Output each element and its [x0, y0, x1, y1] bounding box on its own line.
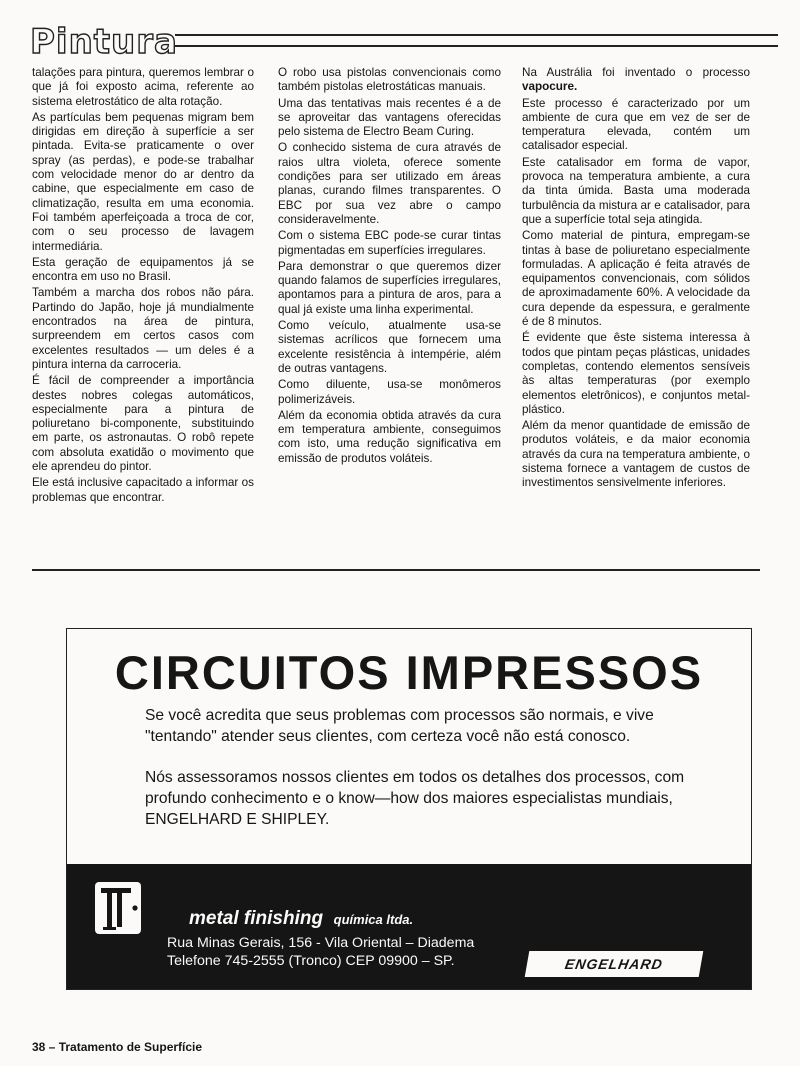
paragraph: Este catalisador em forma de vapor, provoca na temperatura ambiente, a cura da tinta úmida. Basta uma moderada turbulência da mistura ar e catalisador, para que a superfície total seja atingida. [522, 155, 750, 226]
paragraph: O conhecido sistema de cura através de raios ultra violeta, oferece somente condições para ser utilizado em áreas planas, curando filmes transparentes. O EBC por sua vez abre o campo consideravelmente. [278, 141, 501, 226]
paragraph: Esta geração de equipamentos já se encontra em uso no Brasil. [32, 255, 254, 284]
paragraph: Uma das tentativas mais recentes é a de se aproveitar das vantagens oferecidas pelo sistema de Electro Beam Curing. [278, 96, 501, 139]
paragraph: Ele está inclusive capacitado a informar os problemas que encontrar. [32, 476, 254, 504]
paragraph: Como veículo, atualmente usa-se sistemas acrílicos que fornecem uma excelente resistência à intempérie, além de outras vantagens. [278, 319, 501, 375]
paragraph: Além da menor quantidade de emissão de produtos voláteis, e da maior economia através da cura na temperatura ambiente, o sistema fornece a vantagem de custos de investimentos sensivelmente inferiores. [522, 419, 750, 490]
paragraph: É evidente que êste sistema interessa à todos que pintam peças plásticas, unidades completas, contendo elementos sensíveis às altas temperaturas (por exemplo elementos eletrônicos), e conjuntos metal-plástico. [522, 331, 750, 416]
brand-suffix: química ltda. [333, 912, 414, 927]
paragraph: Como diluente, usa-se monômeros polimerizáveis. [278, 378, 501, 406]
paragraph: As partículas bem pequenas migram bem dirigidas em direção à superfície a ser pintada. Evita-se praticamente o over spray (as perdas), e pode-se trabalhar com velocidade menor do ar dentro da cabine, que especialmente em caso de climatização, resulta em uma economia. Foi também aperfeiçoada a troca de cor, com o seu processo de lavagem intermediária. [32, 110, 254, 253]
ad-title: CIRCUITOS IMPRESSOS [114, 646, 704, 699]
address-line: Rua Minas Gerais, 156 - Vila Oriental – Diadema [167, 935, 475, 951]
section-divider [32, 569, 760, 571]
advertisement [66, 628, 752, 990]
article-column-2 [278, 66, 501, 468]
section-header [30, 24, 780, 64]
ad-paragraph: Nós assessoramos nossos clientes em todos os detalhes dos processos, com profundo conhecimento e o know—how dos maiores especialistas mundiais, ENGELHARD E SHIPLEY. [145, 769, 685, 828]
paragraph: Também a marcha dos robos não pára. Partindo do Japão, hoje já mundialmente encontrados na área de pintura, surpreendem em certos casos com excelentes resultados — um deles é a pintura interna da carroceria. [32, 286, 254, 371]
ad-footer [67, 864, 751, 989]
paragraph: Este processo é caracterizado por um ambiente de cura que em vez de ser de temperatura elevada, contém um catalisador especial. [522, 96, 750, 153]
company-address [167, 934, 474, 970]
page-footer: 38 – Tratamento de Superfície [32, 1040, 203, 1054]
paragraph: É fácil de compreender a importância destes nobres colegas automáticos, especialmente para a pintura de poliuretano bi-componente, substituindo em parte, os astronautas. O robô repete com absoluta exatidão o movimento que ele aprendeu do pintor. [32, 374, 254, 474]
company-name [189, 908, 413, 930]
paragraph: Para demonstrar o que queremos dizer quando falamos de superfícies irregulares, apontamos para a pintura de aros, para a qual já existe uma linha experimental. [278, 259, 501, 316]
paragraph: Com o sistema EBC pode-se curar tintas pigmentadas em superfícies irregulares. [278, 229, 501, 257]
paragraph: O robo usa pistolas convencionais como também pistolas eletrostáticas manuais. [278, 66, 501, 94]
process-name: vapocure. [522, 80, 578, 94]
section-title: Pintura [30, 22, 178, 62]
paragraph: Além da economia obtida através da cura em temperatura ambiente, conseguimos com isto, uma redução significativa em emissão de produtos voláteis. [278, 408, 501, 465]
brand-name: metal finishing [189, 908, 324, 929]
header-rule [175, 34, 778, 47]
paragraph: talações para pintura, queremos lembrar o que já foi exposto acima, referente ao sistema eletrostático de alta rotação. [32, 66, 254, 108]
paragraph: Como material de pintura, empregam-se tintas à base de poliuretano especialmente formuladas. A aplicação é feita através de equipamentos convencionais, com sólidos de aproximadamente 60%. A velocidade da cura depende da espessura, e geralmente é de 8 minutos. [522, 229, 750, 329]
ad-paragraph: Se você acredita que seus problemas com processos são normais, e vive "tentando" atender seus clientes, com certeza você não está conosco. [145, 707, 654, 745]
company-logo-icon [95, 882, 141, 934]
article-column-1 [32, 66, 254, 507]
paragraph-text: Na Austrália foi inventado o processo [522, 66, 750, 79]
article-column-3 [522, 66, 750, 493]
partner-logo: ENGELHARD [525, 951, 704, 977]
phone-line: Telefone 745-2555 (Tronco) CEP 09900 – SP. [167, 953, 455, 969]
paragraph [522, 66, 750, 95]
